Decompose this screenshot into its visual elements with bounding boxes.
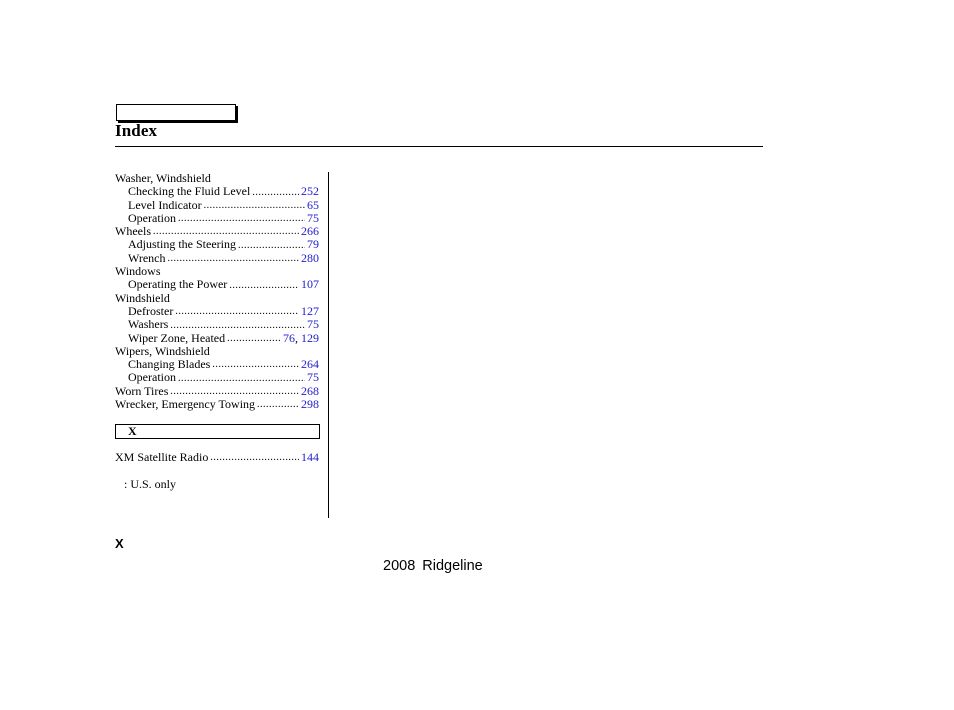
index-term: Wipers, Windshield (115, 344, 210, 358)
dot-leader (227, 332, 281, 345)
index-term: Operating the Power (128, 278, 228, 292)
index-term: Washer, Windshield (115, 172, 211, 185)
index-entry (115, 225, 319, 238)
page-number: X (115, 536, 124, 551)
index-entry (115, 358, 319, 371)
page-refs (301, 278, 319, 291)
page-link[interactable]: 129 (301, 331, 319, 345)
index-term: Checking the Fluid Level (128, 185, 251, 199)
page-title: Index (115, 121, 158, 140)
index-term: Worn Tires (115, 384, 169, 398)
page-link[interactable]: 75 (307, 371, 319, 385)
index-term: Wheels (115, 225, 151, 239)
dot-leader (204, 199, 305, 212)
page-link[interactable]: 252 (301, 185, 319, 199)
page-refs (301, 305, 319, 318)
dot-leader (168, 252, 300, 265)
page-link[interactable]: 107 (301, 278, 319, 292)
section-letter-header (115, 424, 320, 439)
index-nav-button[interactable] (116, 104, 236, 121)
dot-leader (238, 238, 305, 251)
footnote: : U.S. only (124, 477, 177, 491)
index-column (115, 172, 319, 411)
index-entry (115, 265, 319, 278)
index-term: Adjusting the Steering (128, 238, 236, 252)
page-refs (301, 451, 319, 464)
title-divider (115, 146, 763, 147)
page-link[interactable]: 79 (307, 238, 319, 252)
dot-leader (178, 371, 305, 384)
index-entry (115, 172, 319, 185)
dot-leader (170, 385, 299, 398)
dot-leader (153, 225, 299, 238)
section-letter: X (128, 424, 137, 438)
dot-leader (210, 451, 299, 464)
index-entry (115, 318, 319, 331)
xm-entry-container (115, 451, 319, 464)
index-term: Changing Blades (128, 358, 211, 372)
page-link[interactable]: 144 (301, 451, 319, 464)
page-refs: 76, 129 (283, 331, 319, 345)
index-entry (115, 252, 319, 265)
dot-leader (175, 305, 299, 318)
index-term: XM Satellite Radio (115, 451, 209, 464)
index-term: Wrecker, Emergency Towing (115, 398, 256, 412)
page-refs (307, 212, 319, 225)
dot-leader (178, 212, 305, 225)
index-entry (115, 398, 319, 411)
index-term: Defroster (128, 304, 174, 318)
page-link[interactable]: 268 (301, 384, 319, 398)
dot-leader (252, 185, 299, 198)
page-link[interactable]: 75 (307, 318, 319, 332)
page-refs (301, 385, 319, 398)
page-link[interactable]: 76 (283, 331, 295, 345)
page-link[interactable]: 264 (301, 358, 319, 372)
index-term: Windows (115, 265, 161, 279)
index-entry (115, 345, 319, 358)
dot-leader (212, 358, 299, 371)
index-entry (115, 305, 319, 318)
page-link[interactable]: 280 (301, 251, 319, 265)
index-entry (115, 385, 319, 398)
index-entry (115, 278, 319, 291)
index-entry (115, 199, 319, 212)
index-term: Wiper Zone, Heated (128, 331, 226, 345)
index-term: Operation (128, 371, 176, 385)
footer-model-year: 2008 Ridgeline (383, 558, 483, 574)
page-refs (301, 225, 319, 238)
dot-leader (257, 398, 299, 411)
page-refs (301, 398, 319, 411)
page-link[interactable]: 65 (307, 198, 319, 212)
dot-leader (229, 278, 299, 291)
index-term: Windshield (115, 291, 170, 305)
page-link[interactable]: 127 (301, 304, 319, 318)
page-refs (301, 185, 319, 198)
page-link[interactable]: 298 (301, 398, 319, 412)
page-refs (301, 252, 319, 265)
index-entry (115, 292, 319, 305)
index-entry (115, 451, 319, 464)
index-entry (115, 185, 319, 198)
index-entry (115, 332, 319, 345)
index-term: Operation (128, 211, 176, 225)
index-term: Level Indicator (128, 198, 202, 212)
page-refs (307, 199, 319, 212)
dot-leader (170, 318, 305, 331)
index-term: Wrench (128, 251, 166, 265)
page-link[interactable]: 266 (301, 225, 319, 239)
page-refs (301, 358, 319, 371)
column-divider (328, 172, 329, 518)
index-entry (115, 212, 319, 225)
index-entry (115, 371, 319, 384)
index-term: Washers (128, 318, 169, 332)
page-refs (307, 371, 319, 384)
page-link[interactable]: 75 (307, 211, 319, 225)
index-entry (115, 238, 319, 251)
page-refs (307, 318, 319, 331)
page-refs (307, 238, 319, 251)
